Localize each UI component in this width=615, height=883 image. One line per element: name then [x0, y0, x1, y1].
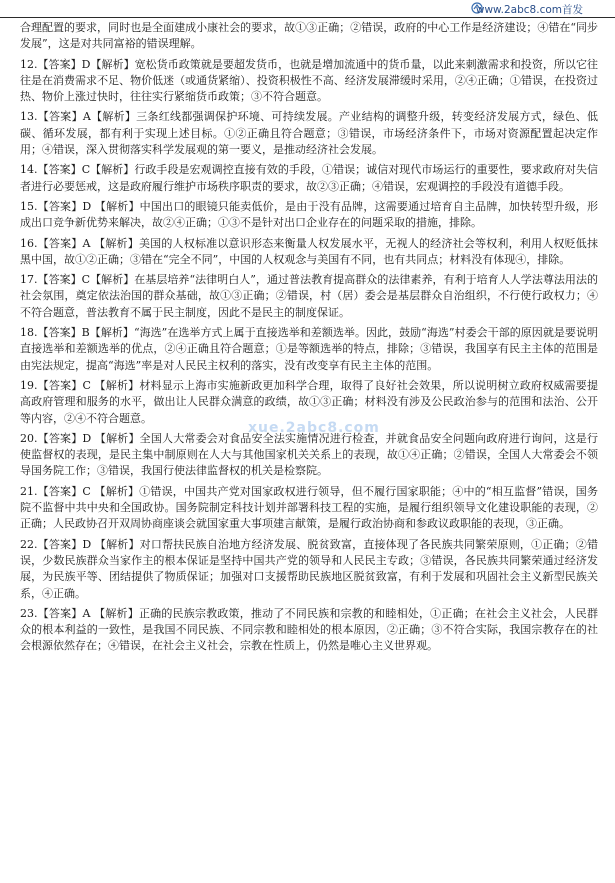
site-url[interactable]: www.2abc8.com首发 — [475, 4, 583, 16]
explanation-continued: 合理配置的要求，同时也是全面建成小康社会的要求，故①③正确；②错误，政府的中心工作是经济建设；④错在“同步发展”，这是对共同富裕的错误理解。 — [20, 21, 598, 51]
explanation-q19 — [20, 378, 598, 427]
answer-explanations — [20, 20, 598, 878]
explanation-q18-text: 18.【答案】B【解析】“海选”在选举方式上属于直接选举和差额选举。因此，鼓励“海选”村委会干部的原因就是要说明直接选举和差额选举的优点，②④正确且符合题意；①是等额选举的特点，排除；③错误，我国享有民主主体的范围是由宪法规定，提高“海选”率是对人民民主权利的落实，没有改变享有民主主体的范围。 — [20, 326, 598, 372]
explanation-q12 — [20, 57, 598, 106]
explanation-q21 — [20, 484, 598, 533]
explanation-q15-text: 15.【答案】D 【解析】中国出口的眼镜只能卖低价，是由于没有品牌，这需要通过培育自主品牌，加快转型升级，形成出口竞争新优势来解决，故②④正确；①③不是针对出口企业存在的问题采取的措施，排除。 — [20, 199, 598, 230]
explanation-q15 — [20, 199, 598, 232]
explanation-q20 — [20, 431, 598, 480]
page-header — [0, 0, 615, 18]
explanation-q23 — [20, 606, 598, 655]
explanation-q20-text: 20.【答案】D 【解析】全国人大常委会对食品安全法实施情况进行检查，并就食品安全问题向政府进行询问，这是行使监督权的表现，是民主集中制原则在人大与其他国家机关关系上的表现，故①④正确；②错误，全国人大常委会不领导国务院工作；③错误，我国行使法律监督权的机关是检察院。 — [20, 431, 598, 478]
explanation-q21-text: 21.【答案】C 【解析】①错误，中国共产党对国家政权进行领导，但不履行国家职能；④中的“相互监督”错误，国务院不监督中共中央和全国政协。国务院制定科技计划并部署科技工程的实施，是履行组织领导文化建设职能的表现，②正确；人民政协召开双周协商座谈会就国家重大事项建言献策，是履行政治协商和参政议政职能的表现，③正确。 — [20, 484, 598, 531]
explanation-q22-text: 22.【答案】D 【解析】对口帮扶民族自治地方经济发展、脱贫致富，直接体现了各民族共同繁荣原则，①正确；②错误，少数民族群众当家作主的根本保证是坚持中国共产党的领导和人民民主专政；③错误，各民族共同繁荣通过经济发展，为民族平等、团结提供了物质保证；加强对口支援帮助民族地区脱贫致富，有利于发展和巩固社会主义新型民族关系，④正确。 — [20, 537, 598, 600]
watermark: xue.2abc8.com — [248, 420, 380, 436]
explanation-q14 — [20, 162, 598, 195]
explanation-q13-text: 13.【答案】A【解析】三条红线都强调保护环境、可持续发展。产业结构的调整升级，转变经济发展方式，绿色、低碳、循环发展，都有利于实现上述目标。①②正确且符合题意；③错误，市场经济条件下，市场对资源配置起决定作用；④错误，深入贯彻落实科学发展观的第一要义，是推动经济社会发展。 — [20, 110, 598, 157]
explanation-q19-text: 19.【答案】C 【解析】材料显示上海市实施新政更加科学合理，取得了良好社会效果，所以说明树立政府权威需要提高政府管理和服务的水平，做出让人民群众满意的政绩，故①③正确；材料没有涉及公民政治参与的范围和法治、公开等内容，②④不符合题意。 — [20, 378, 598, 425]
explanation-q16-text: 16.【答案】A 【解析】美国的人权标准以意识形态来衡量人权发展水平，无视人的经济社会等权利，利用人权贬低抹黑中国，故①②正确；③错在“完全不同”，中国的人权观念与美国有不同，也有共同点；材料没有体现④，排除。 — [20, 236, 598, 266]
explanation-q18 — [20, 325, 598, 374]
explanation-q17 — [20, 272, 598, 321]
explanation-q17-text: 17.【答案】C【解析】在基层培养“法律明白人”，通过普法教育提高群众的法律素养，有利于培育人人学法尊法用法的社会氛围，奠定依法治国的群众基础，故①③正确；②错误，村（居）委会是基层群众自治组织，不行使行政权力；④不符合题意，普法教育不属于民主制度，因此不是民主的制度保证。 — [20, 273, 598, 319]
explanation-q14-text: 14.【答案】C【解析】行政手段是宏观调控直接有效的手段，①错误；诚信对现代市场运行的重要性，要求政府对失信者进行必要惩戒，这是政府履行维护市场秩序职责的要求，故②③正确；④错误，宏观调控的手段没有道德手段。 — [20, 163, 598, 193]
explanation-q22 — [20, 537, 598, 602]
explanation-q12-text: 12.【答案】D【解析】宽松货币政策就是要超发货币，也就是增加流通中的货币量，以此来刺激需求和投资，所以它往往是在消费需求不足、物价低迷（或通货紧缩）、投资积极性不高、经济发展滞缓时采用，②④正确；①错误，在投资过热、物价上涨过快时，往往实行紧缩货币政策；③不符合题意。 — [20, 57, 598, 104]
explanation-q16 — [20, 236, 598, 269]
explanation-q13 — [20, 109, 598, 158]
explanation-q23-text: 23.【答案】A 【解析】正确的民族宗教政策，推动了不同民族和宗教的和睦相处，①正确；在社会主义社会，人民群众的根本利益的一致性，是我国不同民族、不同宗教和睦相处的根本原因，②正确；③不符合实际，我国宗教存在的社会根源依然存在；④错误，在社会主义社会，宗教在性质上，仍然是唯心主义世界观。 — [20, 606, 598, 653]
